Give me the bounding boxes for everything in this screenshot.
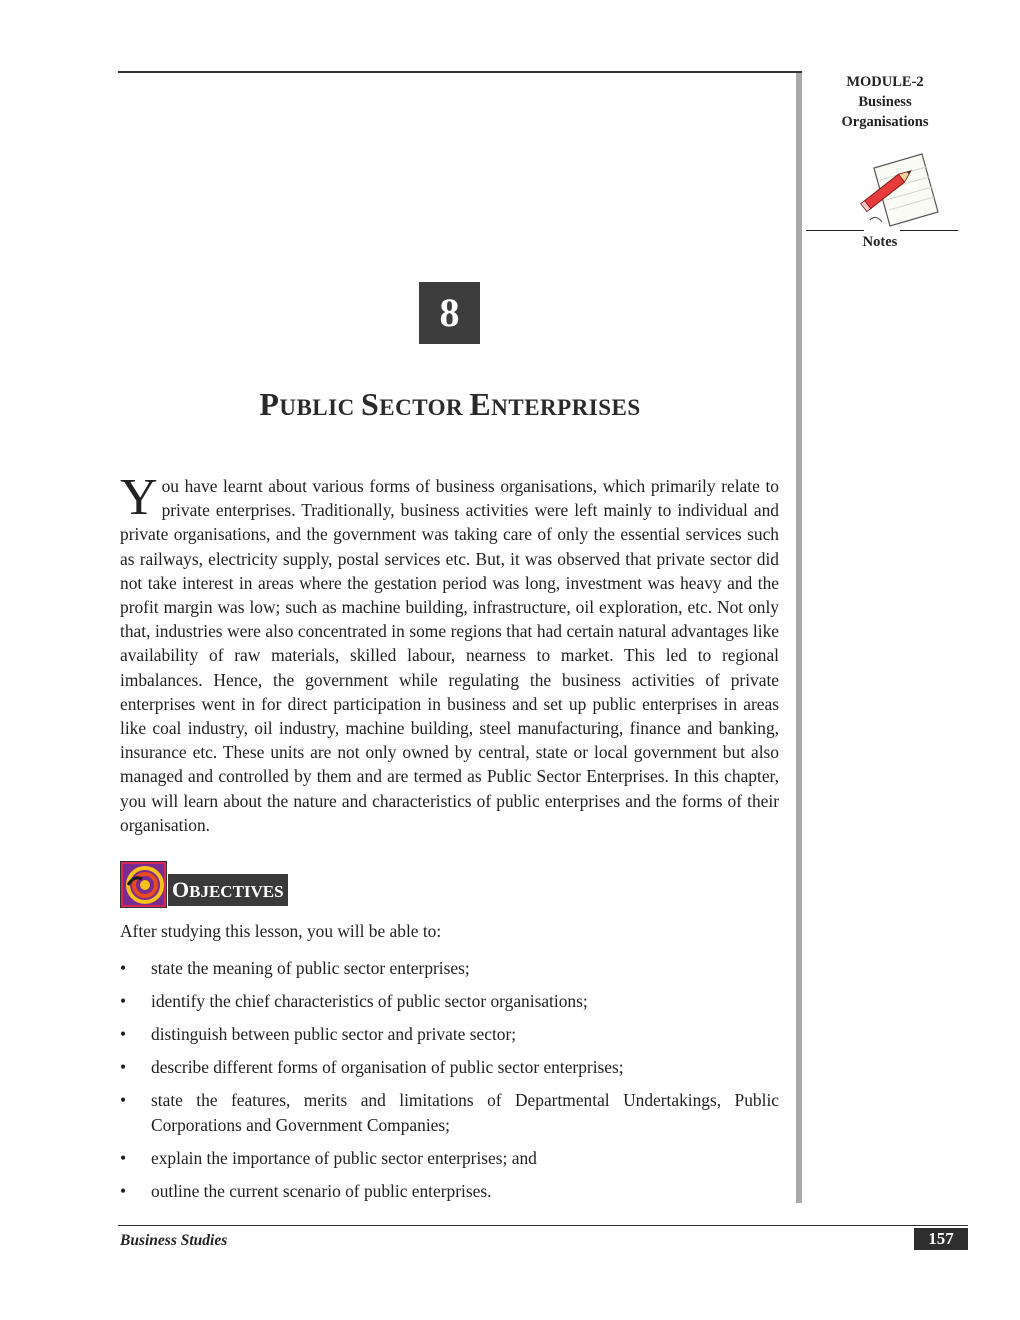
objective-text: outline the current scenario of public enterprises. [151,1181,492,1201]
objective-text: state the features, merits and limitations of Departmental Undertakings, Public Corporations and Government Companies; [151,1090,779,1135]
list-item [120,989,779,1014]
bullet: • [120,958,127,978]
list-item [120,1179,779,1204]
notes-label: Notes [862,234,898,250]
bullet: • [120,1057,127,1077]
chapter-title [120,386,780,423]
intro-paragraph [120,469,779,837]
intro-text: ou have learnt about various forms of business organisations, which primarily relate to private enterprises. Traditionally, business activities were left mainly to individual and private organisations, and the government was taking care of only the essential services such as railways, electricity supply, postal services etc. But, it was observed that private sector did not take interest in areas where the gestation period was long, investment was heavy and the profit margin was low; such as machine building, infrastructure, oil exploration, etc. Not only that, industries were also concentrated in some regions that had certain natural advantages like availability of raw materials, skilled labour, nearness to market. This led to regional imbalances. Hence, the government while regulating the business activities of private enterprises went in for direct participation in business and set up public enterprises in areas like coal industry, oil industry, machine building, steel manufacturing, finance and banking, insurance etc. These units are not only owned by central, state or local government but also managed and controlled by them and are termed as Public Sector Enterprises. In this chapter, you will learn about the nature and characteristics of public enterprises and the forms of their organisation. [120,476,779,835]
list-item [120,1055,779,1080]
objectives-heading-rest: BJECTIVES [189,882,284,901]
title-small-2: ECTOR [379,395,470,420]
objective-text: distinguish between public sector and private sector; [151,1024,517,1044]
top-rule [118,71,802,73]
margin-divider-bar [796,71,802,1203]
footer-book-title: Business Studies [120,1232,228,1249]
margin-divider-cap [796,71,802,73]
list-item [120,1022,779,1047]
objectives-lead: After studying this lesson, you will be able to: [120,921,442,941]
objectives-heading [168,874,288,906]
drop-cap: Y [120,469,158,526]
objectives-list [120,956,779,1212]
bullet: • [120,1024,127,1044]
objectives-heading-cap: O [172,877,190,902]
chapter-number: 8 [419,282,480,344]
module-header [808,72,962,132]
title-cap-1: P [259,386,280,422]
title-cap-3: E [469,386,492,422]
objective-text: identify the chief characteristics of public sector organisations; [151,991,588,1011]
objective-text: describe different forms of organisation of public sector enterprises; [151,1057,624,1077]
bullet: • [120,1090,127,1110]
list-item [120,1146,779,1171]
bullet: • [120,991,127,1011]
module-line-2: Business [858,94,912,110]
pencil-notepad-icon [856,150,940,232]
page-number: 157 [914,1228,968,1250]
title-small-3: NTERPRISES [491,395,641,420]
module-line-1: MODULE-2 [846,74,924,90]
footer-rule [118,1225,968,1226]
notes-rule-left [806,230,864,231]
list-item [120,956,779,981]
objective-text: state the meaning of public sector enterprises; [151,958,470,978]
title-small-1: UBLIC [279,395,361,420]
notes-rule-right [900,230,958,231]
bullet: • [120,1148,127,1168]
list-item [120,1088,779,1138]
target-icon [120,861,167,908]
module-line-3: Organisations [841,114,929,130]
title-cap-2: S [360,386,380,422]
bullet: • [120,1181,127,1201]
objective-text: explain the importance of public sector enterprises; and [151,1148,537,1168]
